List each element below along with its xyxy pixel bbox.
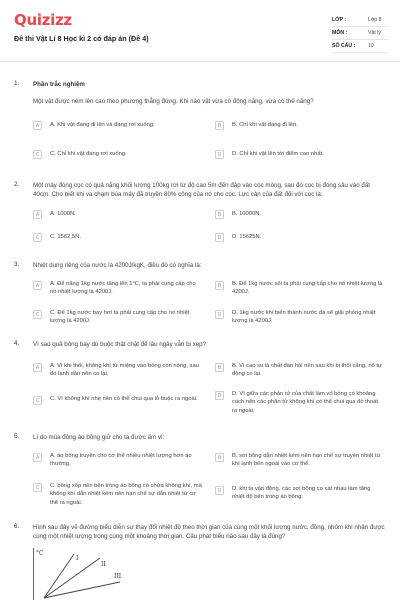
- option-letter-box[interactable]: B: [215, 210, 224, 219]
- quiz-header: [0, 0, 400, 62]
- option-5c[interactable]: C C. bông xốp nên bên trong áo bông có chứa không khí, mà không khí dẫn nhiệt kém nên hạn chế sự dẫn nhiệt từ cơ thể ra ngoài.: [33, 482, 202, 507]
- option-letter-box[interactable]: D: [215, 310, 224, 319]
- question-text: Hình sau đây vẽ đường biểu diễn sự thay đổi nhiệt độ theo thời gian của cùng một khối lượng nước, đồng, nhôm khi nhận được cùng một nhiệt lượng trong cùng một khoảng thời gian. Câu phát biểu nào sau đây là đúng?: [33, 524, 385, 540]
- option-letter-box[interactable]: A: [33, 363, 42, 372]
- graph-line-label-2: II: [101, 561, 106, 568]
- option-letter-box[interactable]: C: [33, 396, 42, 405]
- graph-line-label-1: I: [76, 555, 79, 562]
- graph-y-label: °C: [36, 550, 44, 557]
- quiz-meta: [332, 14, 388, 53]
- option-5a[interactable]: A A. áo bông truyền cho cơ thể nhiều nhiệt lượng hơn áo thường.: [33, 452, 202, 469]
- option-4a[interactable]: A A. Vì khi thổi, không khí từ miệng vào bóng còn nóng, sau đó lạnh dần nên co lại.: [33, 362, 202, 379]
- option-letter-box[interactable]: A: [33, 281, 42, 290]
- option-1a[interactable]: A A. Khi vật đang đi lên và đang rơi xuống.: [33, 120, 202, 130]
- question-text: Lí do mùa đông áo bông giữ cho ta được ấm vì:: [33, 434, 165, 441]
- temperature-graph-svg: [34, 548, 134, 600]
- option-letter-box[interactable]: A: [33, 453, 42, 462]
- option-letter-box[interactable]: D: [215, 150, 224, 159]
- option-letter-box[interactable]: B: [215, 363, 224, 372]
- meta-grade: LỚP : Lớp 8: [332, 14, 388, 27]
- option-letter-box[interactable]: A: [33, 210, 42, 219]
- option-1b[interactable]: B B. Chỉ khi vật đang đi lên.: [215, 120, 384, 130]
- quizizz-logo: Quizizz: [14, 11, 72, 29]
- temperature-graph: [33, 548, 133, 600]
- option-letter-box[interactable]: C: [33, 310, 42, 319]
- meta-subject: MÔN : Vật lý: [332, 27, 388, 40]
- option-letter-box[interactable]: C: [33, 483, 42, 492]
- option-letter-box[interactable]: A: [33, 121, 42, 130]
- question-text: Một máy đóng cọc có quả nặng khối lượng 100kg rơi từ độ cao 5m đến đập vào cọc móng, sau đó cọc bị đóng sâu vào đất 40cm. Cho biết khi va chạm búa máy đã truyền 80% công của nó cho cọc. Lực cản của đất đối với cọc là:: [33, 182, 370, 198]
- question-text: Một vật được ném lên cao theo phương thẳng đứng. Khi nào vật vừa có động năng, vừa có thế năng?: [33, 98, 314, 105]
- option-1d[interactable]: D D. Chỉ khi vật lên tới điểm cao nhất.: [215, 149, 384, 159]
- option-letter-box[interactable]: C: [33, 150, 42, 159]
- document-title: Đề thi Vật Lí 8 Học kì 2 có đáp án (Đề 4): [14, 34, 149, 43]
- option-3a[interactable]: A A. Để nâng 1kg nước tăng lên 1°C, ta phải cung cấp cho nó nhiệt lượng là 4200J.: [33, 280, 202, 297]
- option-4d[interactable]: D D. Vì giữa các phân tử của chất làm vỏ bóng có khoảng cách nên các phân tử không khí có thể chui qua đó thoát ra ngoài.: [215, 390, 384, 415]
- option-2a[interactable]: A A. 1000N.: [33, 209, 202, 219]
- option-letter-box[interactable]: D: [215, 233, 224, 242]
- option-letter-box[interactable]: D: [215, 391, 224, 400]
- option-5b[interactable]: B B. sợi bông dẫn nhiệt kém nên hạn chế sự truyền nhiệt từ khí lạnh bên ngoài vào cơ thể.: [215, 452, 384, 469]
- option-5d[interactable]: D D. khi ta vận động, các sợi bông cọ xát nhau làm tăng nhiệt độ bên trong áo bông.: [215, 485, 384, 502]
- option-3d[interactable]: D D. 1kg nước khi biến thành nước đá sẽ giải phóng nhiệt lượng là 4200J.: [215, 309, 384, 326]
- option-letter-box[interactable]: B: [215, 281, 224, 290]
- meta-question-count: SỐ CÂU : 10: [332, 40, 388, 53]
- option-2b[interactable]: B B. 10000N.: [215, 209, 384, 219]
- option-letter-box[interactable]: B: [215, 121, 224, 130]
- graph-line-1: [44, 554, 74, 598]
- option-letter-box[interactable]: D: [215, 486, 224, 495]
- option-letter-box[interactable]: B: [215, 453, 224, 462]
- option-2c[interactable]: C C. 1562,5N.: [33, 232, 202, 242]
- option-4c[interactable]: C C. Vì không khí nhẹ nên có thể chui qua lỗ buộc ra ngoài.: [33, 395, 202, 405]
- option-4b[interactable]: B B. Vì cao su là chất đàn hồi nên sau khi bị thổi căng, nó tự động co lại.: [215, 362, 384, 379]
- option-3c[interactable]: C C. Để 1kg nước bay hơi ta phải cung cấp cho nó nhiệt lượng là 4200J.: [33, 309, 202, 326]
- graph-line-label-3: III: [114, 573, 122, 580]
- option-1c[interactable]: C C. Chỉ khi vật đang rơi xuống.: [33, 149, 202, 159]
- question-text: Vì sao quả bóng bay dù buộc thật chặt để lâu ngày vẫn bị xẹp?: [33, 341, 207, 348]
- option-letter-box[interactable]: C: [33, 233, 42, 242]
- question-text: Nhiệt dung riêng của nước là 4200J/kgK, điều đó có nghĩa là:: [33, 262, 202, 269]
- option-3b[interactable]: B B. Để 1kg nước sôi ta phải cung cấp cho nó nhiệt lượng là 4200J.: [215, 280, 384, 297]
- option-2d[interactable]: D D. 15625N.: [215, 232, 384, 242]
